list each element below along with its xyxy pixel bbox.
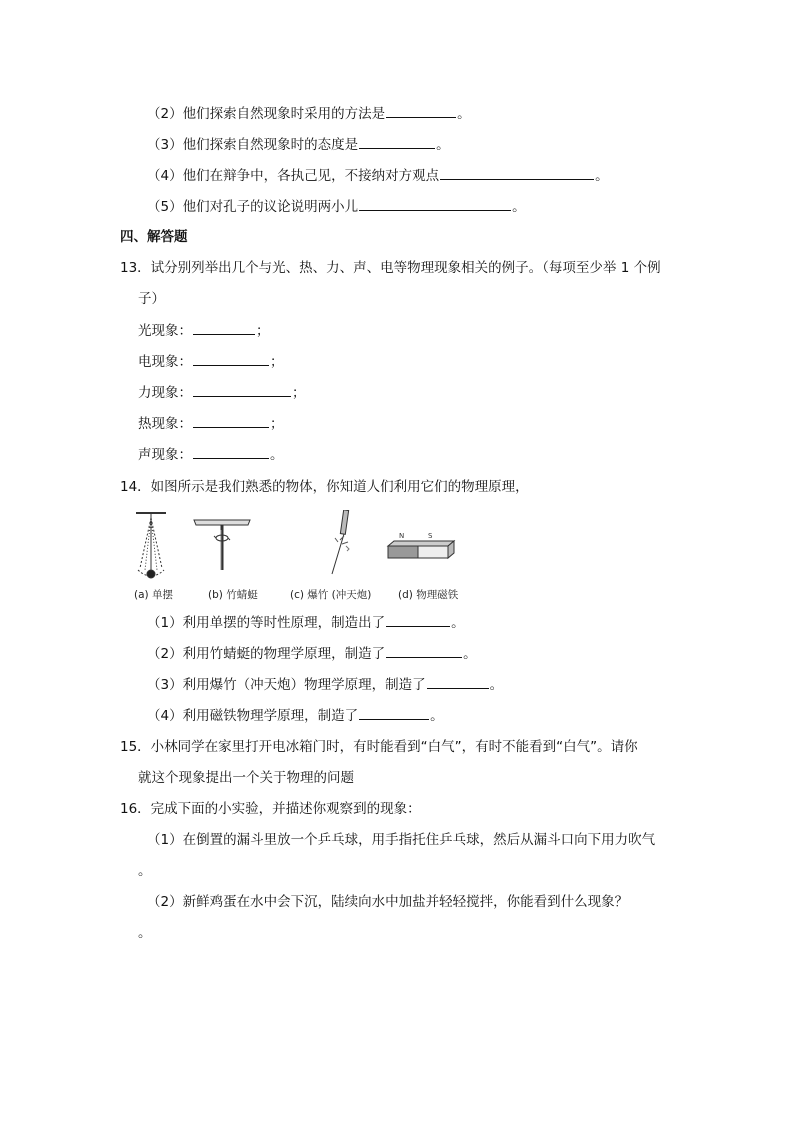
q13-light: 光现象： ； bbox=[138, 320, 270, 341]
answer-blank[interactable] bbox=[386, 103, 456, 118]
q13-text: 13．试分别列举出几个与光、热、力、声、电等物理现象相关的例子。（每项至少举 1 个例 bbox=[120, 260, 661, 276]
q12-item-4: （4）他们在辩争中，各执己见，不接纳对方观点 。 bbox=[147, 165, 609, 186]
q12-item-2: （2）他们探索自然现象时采用的方法是 。 bbox=[147, 103, 471, 124]
q13-electric: 电现象： ； bbox=[138, 351, 284, 372]
magnet-south-label: S bbox=[428, 532, 433, 540]
q14-text: 14．如图所示是我们熟悉的物体，你知道人们利用它们的物理原理， bbox=[120, 479, 529, 495]
q13-text-cont: 子） bbox=[138, 291, 165, 307]
q16-item-1-end: 。 bbox=[138, 863, 152, 879]
answer-blank[interactable] bbox=[359, 196, 511, 211]
q13-force: 力现象： ； bbox=[138, 382, 306, 403]
firecracker-icon bbox=[332, 510, 349, 574]
q14-item-2: （2）利用竹蜻蜓的物理学原理，制造了 。 bbox=[147, 643, 477, 664]
q15-text: 15．小林同学在家里打开电冰箱门时，有时能看到“白气”，有时不能看到“白气”。请你 bbox=[120, 739, 638, 755]
answer-blank[interactable] bbox=[427, 674, 489, 689]
q13-heat: 热现象： ； bbox=[138, 413, 284, 434]
magnet-icon bbox=[388, 541, 454, 558]
q12-item-3: （3）他们探索自然现象时的态度是 。 bbox=[147, 134, 450, 155]
answer-blank[interactable] bbox=[193, 351, 269, 366]
answer-blank[interactable] bbox=[386, 643, 462, 658]
q14-item-4: （4）利用磁铁物理学原理，制造了 。 bbox=[147, 705, 444, 726]
q14-item-1: （1）利用单摆的等时性原理，制造出了 。 bbox=[147, 612, 465, 633]
answer-blank[interactable] bbox=[193, 382, 291, 397]
physics-objects-figure bbox=[130, 510, 470, 586]
bamboo-dragonfly-icon bbox=[194, 520, 250, 570]
q15-text-cont: 就这个现象提出一个关于物理的问题 bbox=[138, 770, 354, 786]
q14-item-3: （3）利用爆竹（冲天炮）物理学原理，制造了 。 bbox=[147, 674, 503, 695]
answer-blank[interactable] bbox=[386, 612, 450, 627]
answer-blank[interactable] bbox=[359, 134, 435, 149]
answer-blank[interactable] bbox=[193, 413, 269, 428]
q13-sound: 声现象： 。 bbox=[138, 444, 284, 465]
q16-text: 16．完成下面的小实验，并描述你观察到的现象： bbox=[120, 801, 421, 817]
caption-pendulum: (a) 单摆 bbox=[134, 589, 173, 601]
caption-magnet: (d) 物理磁铁 bbox=[398, 589, 459, 601]
answer-blank[interactable] bbox=[359, 705, 429, 720]
q12-item-5: （5）他们对孔子的议论说明两小儿 。 bbox=[147, 196, 526, 217]
answer-blank[interactable] bbox=[193, 444, 269, 459]
q16-item-2: （2）新鲜鸡蛋在水中会下沉，陆续向水中加盐并轻轻搅拌，你能看到什么现象？ bbox=[147, 894, 629, 910]
answer-blank[interactable] bbox=[440, 165, 594, 180]
caption-dragonfly: (b) 竹蜻蜓 bbox=[208, 589, 258, 601]
pendulum-icon bbox=[136, 513, 166, 578]
magnet-north-label: N bbox=[399, 532, 405, 540]
q16-item-2-end: 。 bbox=[138, 925, 152, 941]
q16-item-1: （1）在倒置的漏斗里放一个乒乓球，用手指托住乒乓球，然后从漏斗口向下用力吹气 bbox=[147, 832, 656, 848]
caption-firecracker: (c) 爆竹 (冲天炮) bbox=[290, 589, 372, 601]
answer-blank[interactable] bbox=[193, 320, 255, 335]
section-heading: 四、解答题 bbox=[120, 229, 188, 245]
